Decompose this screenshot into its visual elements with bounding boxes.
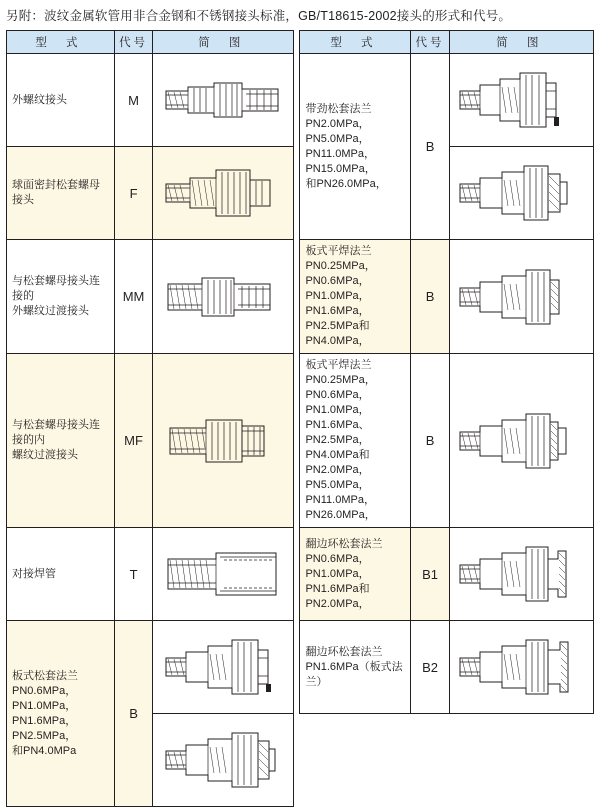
type-line: PN1.0MPa，PN1.6MPa、 (305, 404, 370, 431)
plate-lap-joint-flange-icon (153, 621, 293, 713)
left-code-cell-6: B (114, 621, 152, 807)
left-type-cell-2 (7, 147, 115, 240)
male-thread-fitting-icon (153, 61, 293, 139)
right-code-cell-2: B (411, 240, 449, 354)
header-type-right: 型 式 (300, 31, 411, 54)
left-type-cell-5 (7, 528, 115, 621)
column-gap (294, 147, 300, 240)
lap-joint-flange-with-stub-end-icon (450, 535, 593, 613)
left-code-cell-1: M (114, 54, 152, 147)
left-type-cell-6 (7, 621, 115, 807)
type-line: 球面密封松套螺母接头 (12, 179, 100, 206)
male-thread-adapter-icon (153, 258, 293, 336)
type-line: 板式平焊法兰 (305, 245, 372, 257)
header-type-left: 型 式 (7, 31, 115, 54)
type-line: PN0.6MPa，PN1.0MPa， (305, 552, 370, 580)
type-line: 带劲松套法兰 (305, 102, 372, 115)
type-line: PN0.25MPa，PN0.6MPa， (305, 260, 376, 287)
type-line: 板式松套法兰 (12, 669, 78, 682)
type-line: 外螺纹过渡接头 (12, 305, 89, 317)
right-type-cell-4 (300, 528, 411, 621)
table-row (7, 240, 594, 354)
left-type-cell-4 (7, 354, 115, 528)
type-line: PN2.5MPa，PN4.0MPa和 (305, 434, 370, 461)
right-type-cell-2 (300, 240, 411, 354)
type-line: 翻边环松套法兰 (305, 537, 383, 550)
female-thread-adapter-icon (153, 402, 293, 480)
table-row (7, 354, 594, 528)
type-line: PN1.6MPa和PN2.0MPa， (305, 582, 370, 610)
right-figure-cell-2 (449, 240, 593, 354)
ribbed-lap-joint-flange-icon-2 (450, 154, 593, 232)
right-empty-figure (449, 714, 593, 807)
plate-slip-on-flange-2-icon (450, 402, 593, 480)
type-line: PN0.25MPa，PN0.6MPa， (305, 374, 376, 401)
right-code-cell-1: B (411, 54, 449, 240)
type-line: 板式平焊法兰 (305, 359, 372, 371)
type-line: PN1.0MPa，PN1.6MPa， (305, 290, 370, 317)
type-line: 外螺纹接头 (12, 93, 67, 106)
type-line: PN1.6MPa，PN2.5MPa， (12, 714, 77, 742)
spherical-seal-union-nut-fitting-icon (153, 154, 293, 232)
right-type-cell-3 (300, 354, 411, 528)
right-figure-cell-3 (449, 354, 593, 528)
plate-slip-on-flange-icon (450, 258, 593, 336)
right-figure-cell-1b (449, 147, 593, 240)
plate-lap-joint-flange-icon-2 (153, 714, 293, 806)
header-code-right: 代号 (411, 31, 449, 54)
right-code-cell-3: B (411, 354, 449, 528)
right-empty-type (300, 714, 411, 807)
right-code-cell-4: B1 (411, 528, 449, 621)
header-figure-left: 简 图 (153, 31, 294, 54)
right-empty-code (411, 714, 449, 807)
left-type-cell-1 (7, 54, 115, 147)
type-line: PN2.0MPa，PN5.0MPa， (305, 464, 370, 491)
ribbed-lap-joint-flange-icon (450, 61, 593, 139)
right-code-cell-5: B2 (411, 621, 449, 714)
type-line: 与松套螺母接头连接的 (12, 275, 100, 302)
header-code-left: 代号 (114, 31, 152, 54)
type-line: PN2.5MPa和PN4.0MPa， (305, 320, 370, 347)
type-line: PN11.0MPa，PN26.0MPa， (305, 494, 376, 521)
page-caption: 另附：波纹金属软管用非合金钢和不锈钢接头标准，GB/T18615-2002接头的形式和代号。 (6, 9, 512, 23)
type-line: 螺纹过渡接头 (12, 449, 78, 461)
table-row (7, 528, 594, 621)
table-row (7, 54, 594, 147)
left-code-cell-5: T (114, 528, 152, 621)
type-line: PN2.0MPa，PN5.0MPa， (305, 117, 370, 145)
fittings-table (6, 30, 594, 807)
type-line: 和PN26.0MPa， (305, 177, 387, 190)
left-figure-cell-3 (153, 240, 294, 354)
table-row (7, 621, 594, 714)
type-line: 和PN4.0MPa (12, 744, 77, 757)
type-line: PN1.6MPa（板式法兰） (305, 660, 403, 688)
left-figure-cell-6a (153, 621, 294, 714)
lap-joint-flange-stub-end-2-icon (450, 628, 593, 706)
left-code-cell-2: F (114, 147, 152, 240)
left-figure-cell-1 (153, 54, 294, 147)
header-figure-right: 简 图 (449, 31, 593, 54)
right-type-cell-5 (300, 621, 411, 714)
left-figure-cell-5 (153, 528, 294, 621)
type-line: 对接焊管 (12, 567, 56, 580)
right-figure-cell-1a (449, 54, 593, 147)
butt-weld-pipe-icon (153, 535, 293, 613)
left-figure-cell-6b (153, 714, 294, 807)
left-figure-cell-4 (153, 354, 294, 528)
right-figure-cell-5 (449, 621, 593, 714)
left-code-cell-3: MM (114, 240, 152, 354)
type-line: 翻边环松套法兰 (305, 645, 383, 658)
left-code-cell-4: MF (114, 354, 152, 528)
type-line: PN11.0MPa，PN15.0MPa， (305, 147, 376, 175)
right-type-cell-1 (300, 54, 411, 240)
left-type-cell-3 (7, 240, 115, 354)
left-figure-cell-2 (153, 147, 294, 240)
type-line: 与松套螺母接头连接的内 (12, 419, 100, 446)
right-figure-cell-4 (449, 528, 593, 621)
type-line: PN0.6MPa，PN1.0MPa， (12, 684, 77, 712)
table-header (7, 31, 594, 54)
